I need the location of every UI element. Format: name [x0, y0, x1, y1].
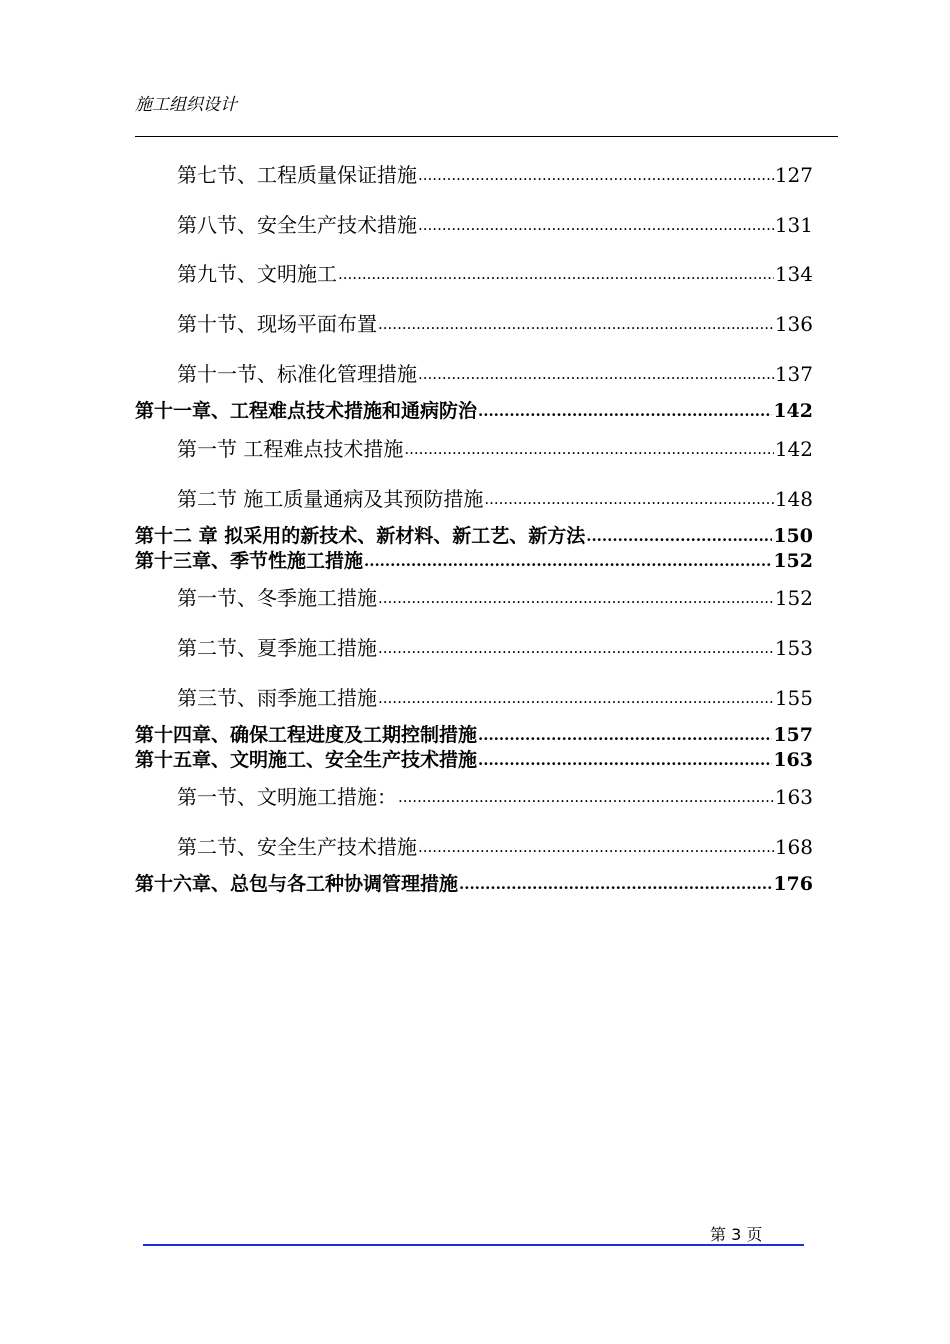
- toc-page-number: 127: [774, 163, 813, 187]
- toc-entry-label: 第十五章、文明施工、安全生产技术措施: [135, 749, 478, 771]
- toc-page-number: 142: [773, 400, 813, 422]
- toc-leader-dots: [586, 523, 772, 548]
- toc-leader-dots: [459, 871, 772, 896]
- toc-leader-dots: [378, 584, 774, 610]
- toc-page-number: 163: [773, 749, 813, 771]
- toc-entry[interactable]: [177, 835, 813, 859]
- toc-page-number: 153: [774, 636, 813, 660]
- toc-page-number: 131: [774, 213, 813, 237]
- toc-entry-label: 第十一章、工程难点技术措施和通病防治: [135, 400, 478, 422]
- toc-page-number: 168: [774, 835, 813, 859]
- toc-page-number: 155: [774, 686, 813, 710]
- toc-chapter-entry[interactable]: [135, 524, 813, 548]
- toc-leader-dots: [378, 684, 774, 710]
- toc-leader-dots: [418, 211, 774, 237]
- toc-leader-dots: [418, 360, 774, 386]
- toc-entry-label: 第七节、工程质量保证措施: [177, 163, 417, 187]
- toc-leader-dots: [478, 747, 772, 772]
- toc-entry-label: 第八节、安全生产技术措施: [177, 213, 417, 237]
- toc-entry[interactable]: [177, 487, 813, 511]
- footer-divider: [143, 1244, 804, 1246]
- toc-entry-label: 第十六章、总包与各工种协调管理措施: [135, 873, 459, 895]
- toc-leader-dots: [478, 398, 772, 423]
- toc-entry[interactable]: [177, 686, 813, 710]
- toc-leader-dots: [484, 485, 773, 511]
- toc-leader-dots: [378, 634, 774, 660]
- toc-chapter-entry[interactable]: [135, 748, 813, 772]
- toc-page-number: 152: [773, 550, 813, 572]
- toc-entry[interactable]: [177, 312, 813, 336]
- toc-entry-label: 第三节、雨季施工措施: [177, 686, 377, 710]
- toc-entry-label: 第二节 施工质量通病及其预防措施: [177, 487, 484, 511]
- toc-entry[interactable]: [177, 213, 813, 237]
- header-title: 施工组织设计: [135, 95, 237, 115]
- toc-chapter-entry[interactable]: [135, 872, 813, 896]
- toc-leader-dots: [418, 833, 774, 859]
- toc-chapter-entry[interactable]: [135, 399, 813, 423]
- toc-entry[interactable]: [177, 586, 813, 610]
- toc-leader-dots: [478, 722, 772, 747]
- toc-entry-label: 第二节、夏季施工措施: [177, 636, 377, 660]
- toc-entry[interactable]: [177, 785, 813, 809]
- toc-entry[interactable]: [177, 163, 813, 187]
- toc-page-number: 150: [773, 525, 813, 547]
- toc-leader-dots: [404, 435, 773, 461]
- toc-entry-label: 第十三章、季节性施工措施: [135, 550, 364, 572]
- toc-entry[interactable]: [177, 636, 813, 660]
- toc-page-number: 176: [773, 873, 813, 895]
- toc-page-number: 137: [774, 362, 813, 386]
- toc-page-number: 136: [774, 312, 813, 336]
- toc-entry-label: 第十二 章 拟采用的新技术、新材料、新工艺、新方法: [135, 525, 586, 547]
- toc-entry-label: 第一节、冬季施工措施: [177, 586, 377, 610]
- toc-leader-dots: [418, 161, 774, 187]
- toc-entry-label: 第一节 工程难点技术措施: [177, 437, 404, 461]
- toc-entry-label: 第九节、文明施工: [177, 262, 337, 286]
- toc-page-number: 142: [774, 437, 813, 461]
- toc-entry-label: 第一节、文明施工措施：: [177, 785, 397, 809]
- toc-page-number: 152: [774, 586, 813, 610]
- toc-entry[interactable]: [177, 262, 813, 286]
- toc-entry[interactable]: [177, 437, 813, 461]
- toc-chapter-entry[interactable]: [135, 549, 813, 573]
- toc-page-number: 163: [774, 785, 813, 809]
- toc-leader-dots: [338, 260, 774, 286]
- toc-entry-label: 第十一节、标准化管理措施: [177, 362, 417, 386]
- toc-leader-dots: [364, 548, 772, 573]
- toc-page-number: 134: [774, 262, 813, 286]
- toc-leader-dots: [398, 783, 774, 809]
- toc-page-number: 148: [774, 487, 813, 511]
- toc-entry[interactable]: [177, 362, 813, 386]
- toc-entry-label: 第十四章、确保工程进度及工期控制措施: [135, 724, 478, 746]
- footer-page-number: 第 3 页: [710, 1225, 763, 1244]
- toc-chapter-entry[interactable]: [135, 723, 813, 747]
- toc-page-number: 157: [773, 724, 813, 746]
- toc-entry-label: 第二节、安全生产技术措施: [177, 835, 417, 859]
- toc-leader-dots: [378, 310, 774, 336]
- toc-entry-label: 第十节、现场平面布置: [177, 312, 377, 336]
